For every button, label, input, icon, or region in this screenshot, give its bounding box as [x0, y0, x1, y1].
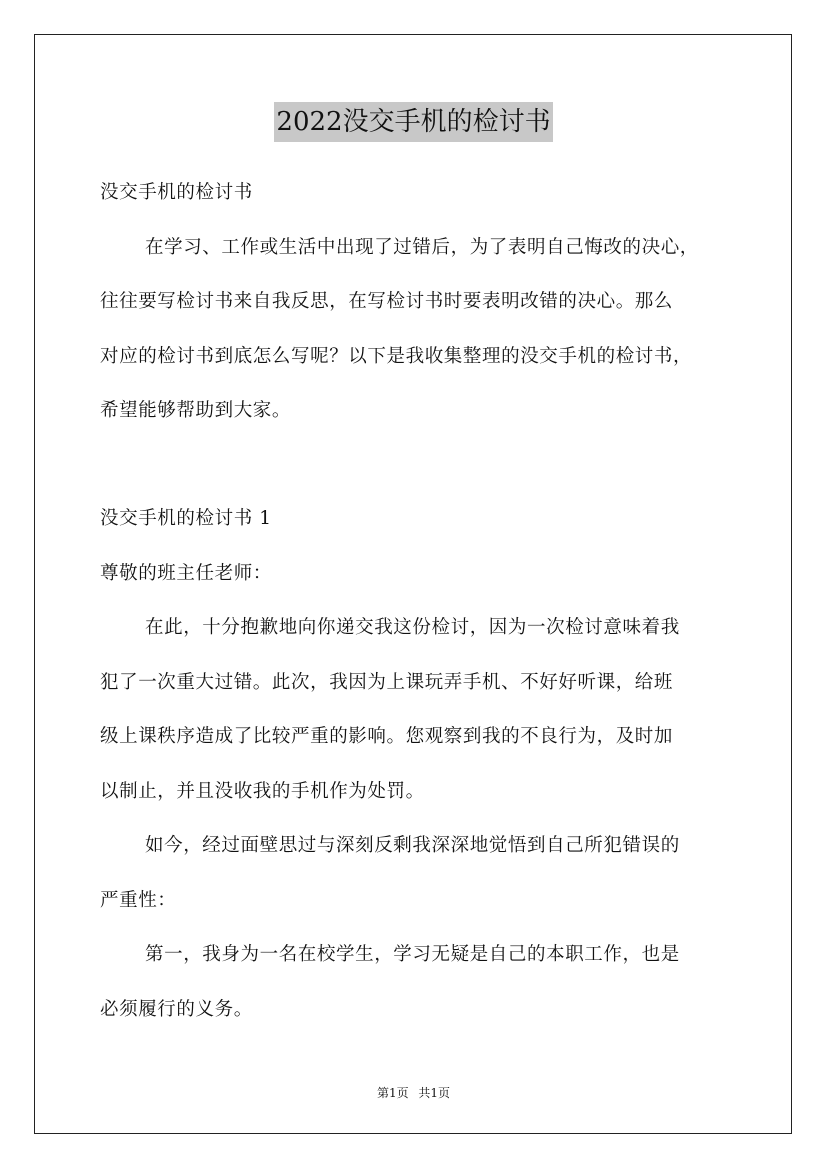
paragraph-line: 以制止，并且没收我的手机作为处罚。: [100, 781, 425, 802]
document-title: 2022没交手机的检讨书: [274, 102, 552, 142]
paragraph-line: 在此，十分抱歉地向你递交我这份检讨，因为一次检讨意味着我: [145, 617, 680, 638]
section-heading: 没交手机的检讨书 1: [100, 508, 272, 529]
paragraph-line: 对应的检讨书到底怎么写呢？以下是我收集整理的没交手机的检讨书，: [100, 346, 693, 367]
paragraph-line: 第一，我身为一名在校学生，学习无疑是自己的本职工作，也是: [145, 944, 680, 965]
page-number: 第1页: [376, 1086, 409, 1100]
page-total: 共1页: [418, 1086, 451, 1100]
paragraph-line: 必须履行的义务。: [100, 999, 253, 1020]
paragraph-line: 犯了一次重大过错。此次，我因为上课玩弄手机、不好好听课，给班: [100, 672, 674, 693]
paragraph-line: 严重性：: [100, 890, 177, 911]
intro-heading: 没交手机的检讨书: [100, 182, 253, 203]
paragraph-line: 往往要写检讨书来自我反思，在写检讨书时要表明改错的决心。那么: [100, 291, 674, 312]
paragraph-line: 在学习、工作或生活中出现了过错后，为了表明自己悔改的决心，: [145, 237, 699, 258]
paragraph-line: 如今，经过面壁思过与深刻反剩我深深地觉悟到自己所犯错误的: [145, 835, 680, 856]
title-container: [0, 102, 827, 142]
paragraph-line: 级上课秩序造成了比较严重的影响。您观察到我的不良行为，及时加: [100, 726, 674, 747]
paragraph-line: 希望能够帮助到大家。: [100, 400, 292, 421]
salutation: 尊敬的班主任老师：: [100, 563, 272, 584]
page-footer: [0, 1084, 827, 1101]
